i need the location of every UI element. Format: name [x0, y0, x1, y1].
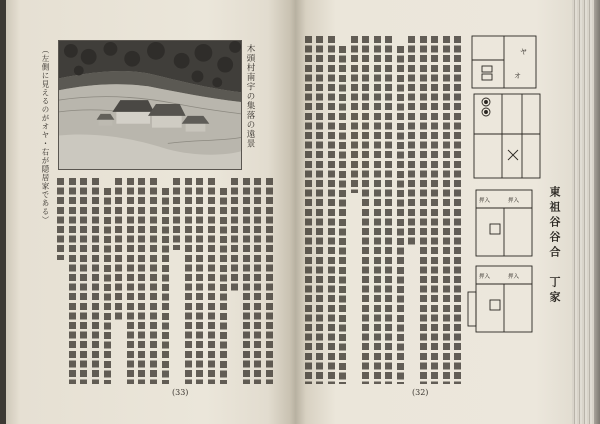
plan-label-oshiire: 押入	[508, 198, 520, 204]
text-column	[385, 36, 392, 384]
text-column	[173, 178, 180, 250]
text-column	[57, 178, 64, 260]
text-column	[339, 46, 346, 384]
text-column	[254, 178, 261, 384]
text-column	[454, 36, 461, 384]
text-column	[374, 36, 381, 384]
text-column	[220, 188, 227, 384]
text-column	[138, 178, 145, 384]
text-column	[362, 36, 369, 384]
photo-caption: 木頭村南宇の集落の遠景	[245, 44, 255, 149]
text-column	[150, 178, 157, 384]
text-column	[231, 178, 238, 291]
photo-note: （左側に見えるのがオヤ・右が隠居家である）	[41, 46, 50, 225]
text-column	[196, 178, 203, 384]
text-column	[420, 36, 427, 384]
page-edges	[572, 0, 600, 424]
left-page-number: (33)	[172, 388, 189, 397]
plan-label-oshiire: 押入	[479, 198, 491, 204]
right-page-number: (32)	[412, 388, 429, 397]
village-photo	[58, 40, 242, 170]
plan-label-oshiire: 押入	[479, 274, 491, 280]
text-column	[104, 188, 111, 384]
text-column	[328, 36, 335, 384]
plan-label-oshiire: 押入	[508, 274, 520, 280]
text-column	[162, 188, 169, 384]
plan-top	[472, 36, 536, 88]
text-column	[115, 178, 122, 322]
plan-second	[474, 94, 540, 178]
text-column	[266, 178, 273, 384]
text-column	[351, 36, 358, 193]
plan-label-o: オ	[514, 72, 521, 80]
text-column	[316, 36, 323, 384]
text-column	[208, 178, 215, 384]
text-column	[243, 178, 250, 384]
text-column	[443, 36, 450, 384]
text-column	[397, 46, 404, 384]
plan-title: 東祖谷谷合 丁家	[548, 186, 561, 306]
text-column	[185, 178, 192, 384]
text-column	[69, 178, 76, 384]
plan-fourth	[468, 266, 532, 332]
text-column	[431, 36, 438, 384]
text-column	[80, 178, 87, 384]
text-column	[127, 178, 134, 384]
plan-label-ya: ヤ	[520, 48, 527, 56]
text-column	[305, 36, 312, 384]
text-column	[408, 36, 415, 245]
text-column	[92, 178, 99, 384]
